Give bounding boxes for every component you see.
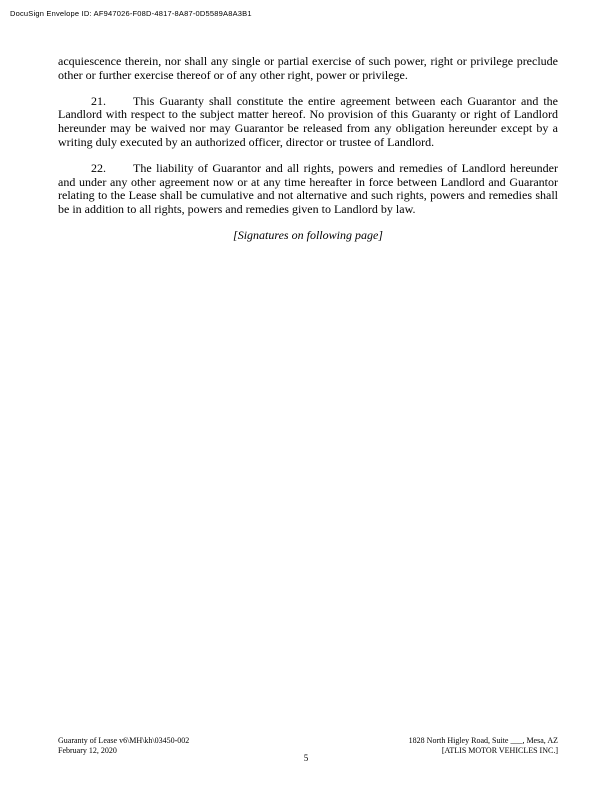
page-number: 5 xyxy=(303,753,309,763)
footer-company: [ATLIS MOTOR VEHICLES INC.] xyxy=(441,745,558,755)
footer-doc-reference: Guaranty of Lease v6\MH\kh\03450-002 xyxy=(58,736,190,745)
footer-date: February 12, 2020 xyxy=(58,745,117,755)
signature-notice: [Signatures on following page] xyxy=(233,227,383,242)
clause-22-number: 22. xyxy=(91,160,106,175)
clause-22 xyxy=(58,162,558,217)
footer-address: 1828 North Higley Road, Suite ___, Mesa, AZ xyxy=(408,736,558,745)
clause-21-text: This Guaranty shall constitute the entire agreement between each Guarantor and the Landlord with respect to the subject matter hereof. No provision of this Guaranty or right of Landlord hereunder may be waived nor may Guarantor be released from any obligation hereunder except by a writing duly executed by an authorized officer, director or trustee of Landlord. xyxy=(58,93,558,149)
docusign-envelope-id: DocuSign Envelope ID: AF947026-F08D-4817-8A87-0D5589A8A3B1 xyxy=(10,9,252,18)
clause-22-text: The liability of Guarantor and all rights, powers and remedies of Landlord hereunder and under any other agreement now or at any time hereafter in force between Landlord and Guarantor relating to the Lease shall be cumulative and not alternative and such rights, powers and remedies shall be in addition to all rights, powers and remedies given to Landlord by law. xyxy=(58,160,558,217)
clause-21-number: 21. xyxy=(91,93,106,108)
clause-21 xyxy=(58,95,558,150)
document-body xyxy=(58,55,558,243)
paragraph-continuation: acquiescence therein, nor shall any single or partial exercise of such power, right or privilege preclude other or further exercise thereof or of any other right, power or privilege. xyxy=(58,54,558,82)
